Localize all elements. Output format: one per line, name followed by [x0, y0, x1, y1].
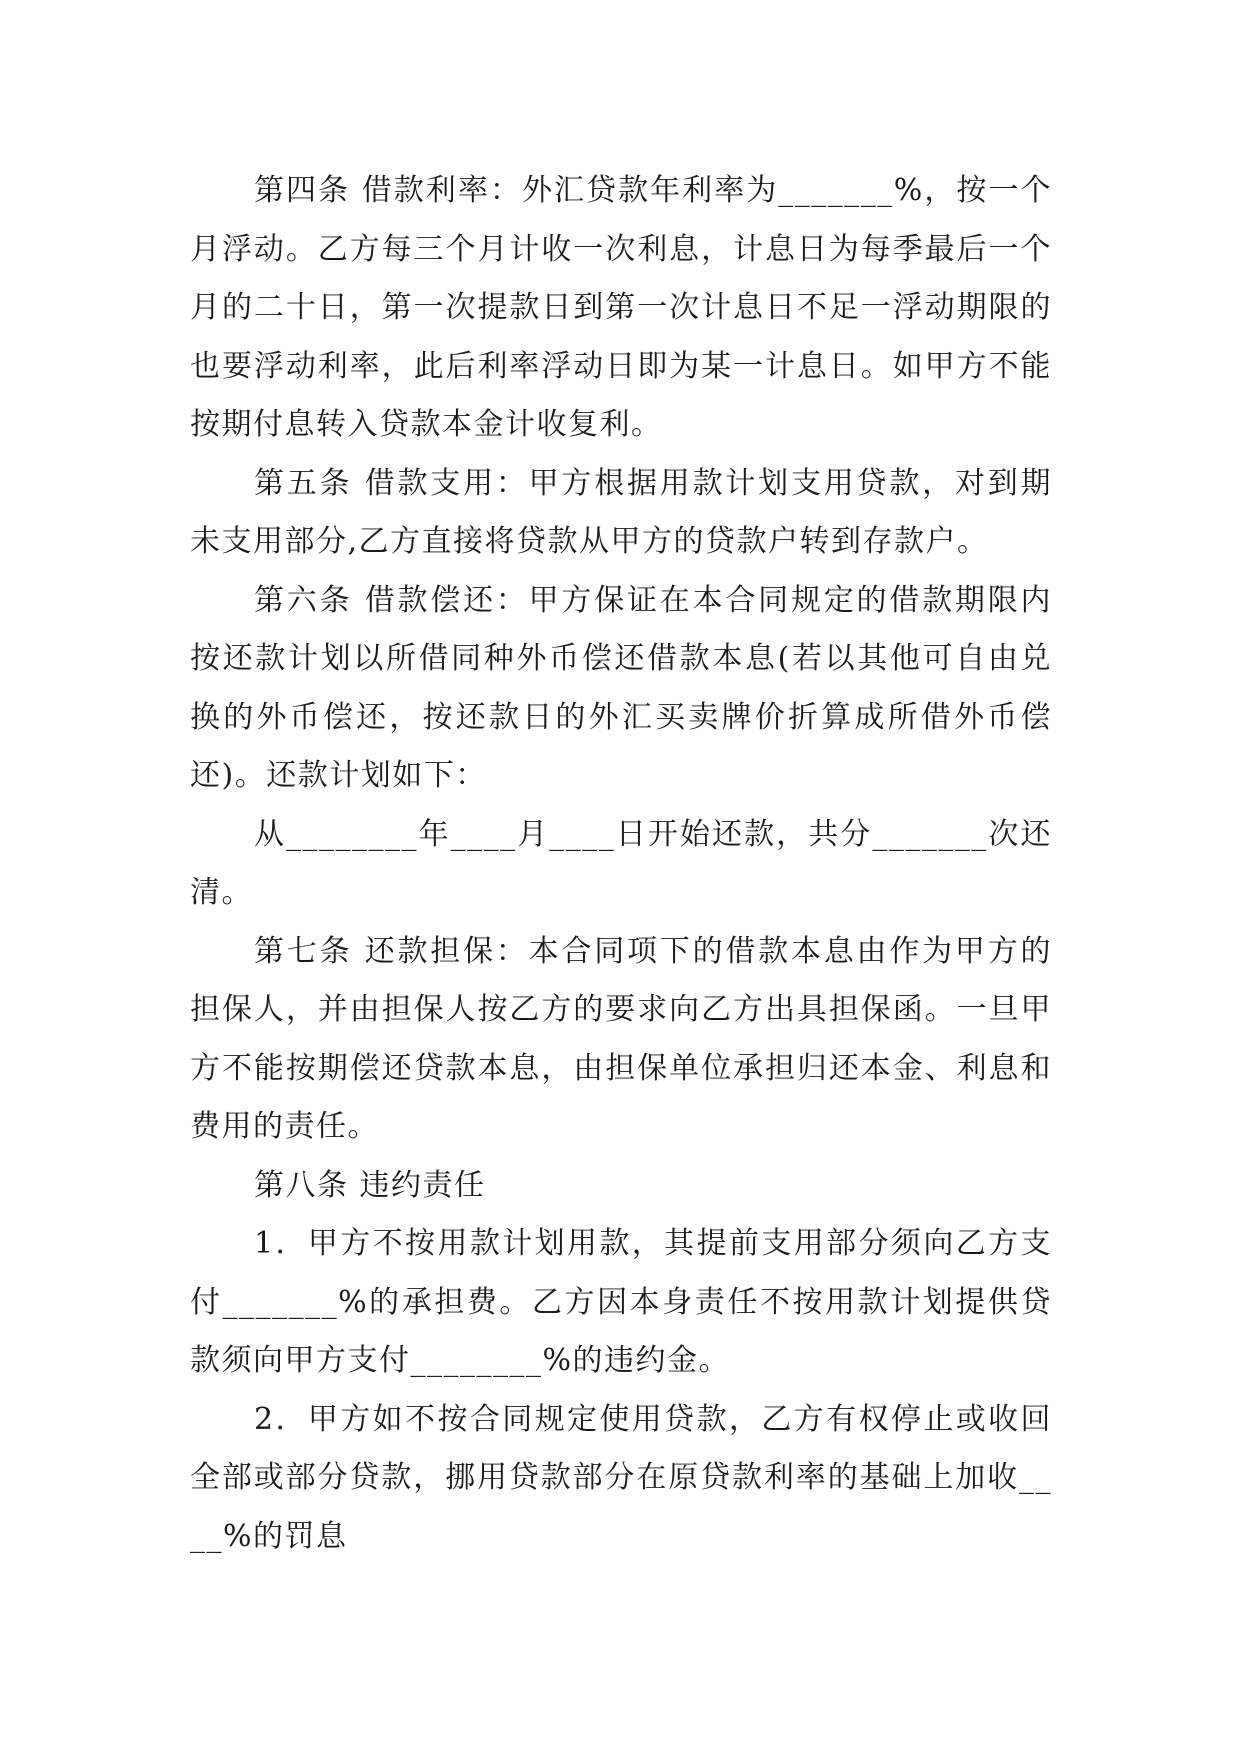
article-8-clause-2: 2．甲方如不按合同规定使用贷款，乙方有权停止或收回全部或部分贷款，挪用贷款部分在原贷款利率的基础上加收____%的罚息: [190, 1401, 1052, 1554]
article-8-clause-1: 1．甲方不按用款计划用款，其提前支用部分须向乙方支付_______%的承担费。乙方因本身责任不按用款计划提供贷款须向甲方支付________%的违约金。: [190, 1226, 1052, 1378]
article-6-loan-repayment: 第六条 借款偿还：甲方保证在本合同规定的借款期限内按还款计划以所借同种外币偿还借款本息(若以其他可自由兑换的外币偿还，按还款日的外汇买卖牌价折算成所借外币偿还)。还款计划如下：: [190, 582, 1052, 793]
article-8-heading: 第八条 违约责任: [254, 1167, 486, 1203]
repayment-schedule: 从________年____月____日开始还款，共分_______次还清。: [190, 816, 1052, 910]
article-5-loan-drawdown: 第五条 借款支用：甲方根据用款计划支用贷款，对到期未支用部分,乙方直接将贷款从甲方的贷款户转到存款户。: [190, 465, 1052, 559]
article-7-repayment-guarantee: 第七条 还款担保：本合同项下的借款本息由作为甲方的担保人，并由担保人按乙方的要求向乙方出具担保函。一旦甲方不能按期偿还贷款本息，由担保单位承担归还本金、利息和费用的责任。: [190, 933, 1052, 1144]
document-body: [190, 162, 1052, 1566]
article-4-interest-rate: 第四条 借款利率：外汇贷款年利率为_______%，按一个月浮动。乙方每三个月计收一次利息，计息日为每季最后一个月的二十日，第一次提款日到第一次计息日不足一浮动期限的也要浮动利率，此后利率浮动日即为某一计息日。如甲方不能按期付息转入贷款本金计收复利。: [190, 173, 1052, 442]
